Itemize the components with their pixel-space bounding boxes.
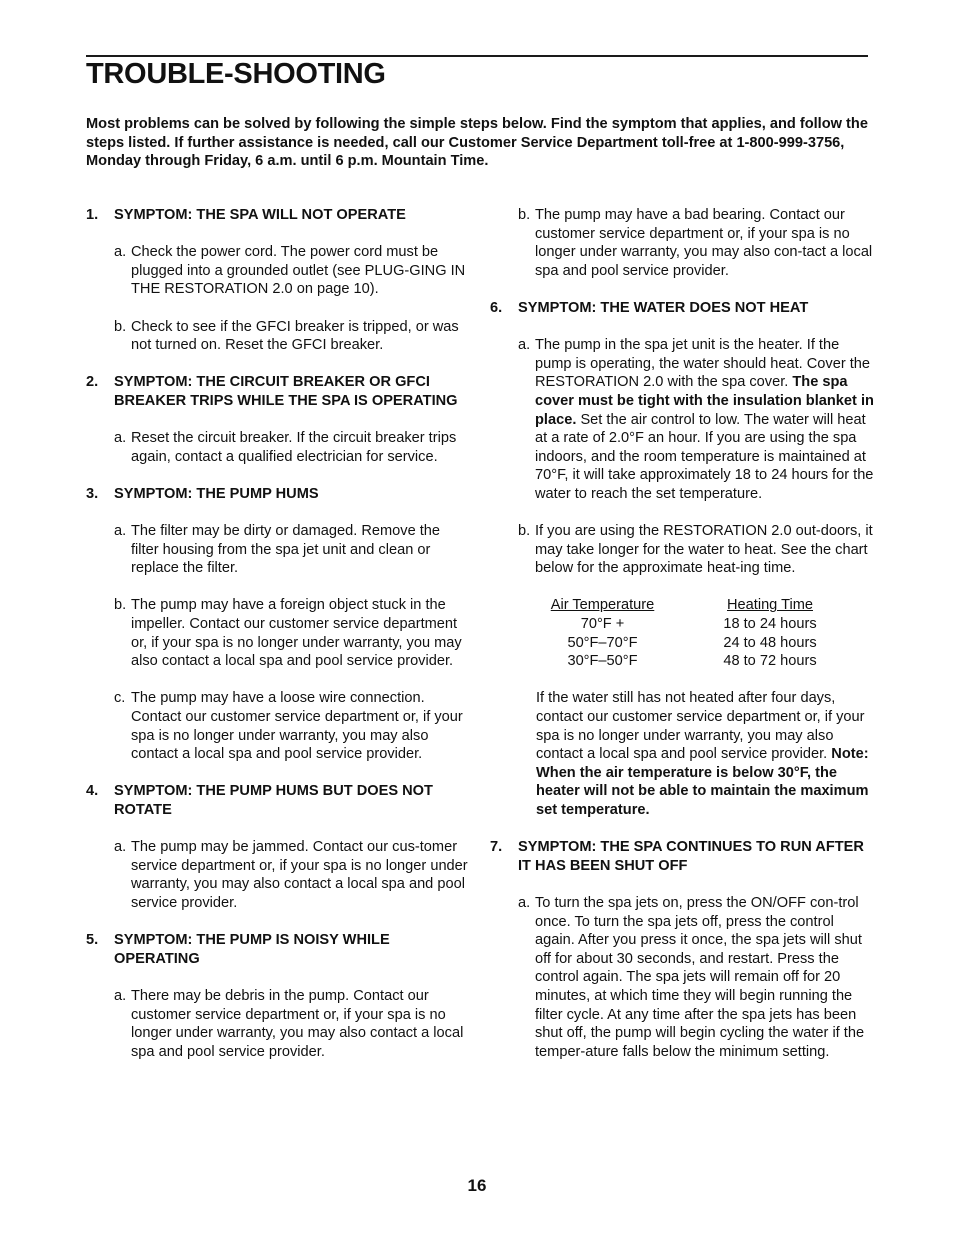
step-text: The pump in the spa jet unit is the heater. If the pump is operating, the water should heat. Cover the RESTORATION 2.0 with the spa cover. bbox=[535, 337, 871, 391]
symptom-6-heading bbox=[490, 299, 875, 318]
step-text: To turn the spa jets on, press the ON/OFF con-trol once. To turn the spa jets off, press the control again. After you press it once, the spa jets will shut off for about 30 seconds, and restart. Press the control again. The spa jets will remain off for 20 minutes, at which time they will begin running the filter cycle. At any time after the spa jets has been shut off, the pump will begin cycling the water if the temper-ature falls below the minimum setting. bbox=[535, 894, 865, 1060]
step-text: Check the power cord. The power cord must be plugged into a grounded outlet (see PLUG-GING IN THE RESTORATION 2.0 on page 10). bbox=[131, 244, 466, 298]
step-letter: a. bbox=[114, 523, 127, 540]
step-letter: a. bbox=[114, 839, 127, 856]
step-letter: a. bbox=[114, 430, 127, 447]
symptom-6-step-a bbox=[490, 336, 875, 503]
step-letter: a. bbox=[518, 894, 531, 911]
symptom-7-step-a bbox=[490, 894, 875, 1061]
symptom-title: SYMPTOM: THE WATER DOES NOT HEAT bbox=[518, 299, 809, 316]
table-cell: 30°F–50°F bbox=[567, 653, 638, 670]
header-air-temperature: Air Temperature bbox=[550, 597, 655, 614]
note-text: If the water still has not heated after four days, contact our customer service department or, if your spa is no longer under warranty, you may also contact a local spa and pool service provider. bbox=[536, 690, 865, 763]
step-letter: b. bbox=[114, 597, 127, 614]
table-row bbox=[530, 615, 865, 634]
symptom-5-step-a bbox=[86, 987, 471, 1061]
symptom-number: 5. bbox=[86, 932, 99, 949]
step-text: The pump may have a bad bearing. Contact our customer service department or, if your spa is no longer under warranty, you may also con-tact a local spa and pool service provider. bbox=[535, 207, 873, 279]
step-text: Reset the circuit breaker. If the circuit breaker trips again, contact a qualified electrician for service. bbox=[131, 430, 457, 465]
table-header-row bbox=[530, 596, 865, 615]
step-letter: b. bbox=[518, 207, 531, 223]
symptom-1-step-a bbox=[86, 243, 471, 299]
step-letter: b. bbox=[114, 318, 127, 335]
symptom-number: 7. bbox=[490, 839, 503, 856]
symptom-title: SYMPTOM: THE CIRCUIT BREAKER OR GFCI BREAKER TRIPS WHILE THE SPA IS OPERATING bbox=[114, 374, 458, 409]
step-text: Check to see if the GFCI breaker is tripped, or was not turned on. Reset the GFCI breaker. bbox=[131, 318, 459, 354]
note-emphasis: Note: When the air temperature is below 30°F, the heater will not be able to maintain the maximum set temperature. bbox=[536, 746, 869, 818]
right-column bbox=[490, 206, 875, 1061]
step-text: The pump may be jammed. Contact our cus-tomer service department or, if your spa is no longer under warranty, you may also contact a local spa and pool service provider. bbox=[131, 839, 468, 911]
step-text: The filter may be dirty or damaged. Remove the filter housing from the spa jet unit and clean or replace the filter. bbox=[131, 523, 441, 577]
table-cell: 70°F + bbox=[580, 616, 625, 633]
symptom-5-heading bbox=[86, 931, 471, 968]
symptom-title: SYMPTOM: THE PUMP HUMS bbox=[114, 485, 319, 502]
step-text: The pump may have a loose wire connection. Contact our customer service department or, if your spa is no longer under warranty, you may also contact a local spa and pool service provider. bbox=[131, 690, 463, 763]
symptom-3-heading bbox=[86, 485, 471, 504]
symptom-number: 2. bbox=[86, 374, 99, 391]
step-text-continued: Set the air control to low. The water will heat at a rate of 2.0°F an hour. If you are using the spa indoors, and the room temperature is maintained at 70°F, it will take approximately 18 to 24 hours for the water to reach the set temperature. bbox=[535, 411, 874, 502]
symptom-number: 4. bbox=[86, 783, 99, 800]
symptom-4-heading bbox=[86, 782, 471, 819]
symptom-number: 3. bbox=[86, 485, 99, 502]
symptom-3-step-b bbox=[86, 596, 471, 670]
symptom-5-step-b bbox=[490, 206, 875, 280]
table-cell: 48 to 72 hours bbox=[723, 653, 817, 670]
symptom-1-heading bbox=[86, 206, 471, 225]
symptom-1-step-b bbox=[86, 318, 471, 355]
table-row bbox=[530, 652, 865, 671]
symptom-title: SYMPTOM: THE SPA WILL NOT OPERATE bbox=[114, 207, 406, 223]
symptom-3-step-a bbox=[86, 522, 471, 578]
symptom-6-step-b bbox=[490, 522, 875, 578]
symptom-number: 6. bbox=[490, 299, 503, 316]
intro-paragraph: Most problems can be solved by following the simple steps below. Find the symptom that applies, and follow the steps listed. If further assistance is needed, call our Customer Service Department toll-free at 1-800-999-3756, Monday through Friday, 6 a.m. until 6 p.m. Mountain Time. bbox=[86, 116, 868, 170]
step-letter: a. bbox=[518, 337, 531, 354]
step-emphasis: The spa cover must be tight with the insulation blanket in place. bbox=[535, 374, 874, 428]
symptom-title: SYMPTOM: THE PUMP HUMS BUT DOES NOT ROTATE bbox=[114, 783, 433, 818]
page-title: TROUBLE-SHOOTING bbox=[86, 58, 386, 90]
table-cell: 50°F–70°F bbox=[567, 634, 638, 651]
step-text: If you are using the RESTORATION 2.0 out-doors, it may take longer for the water to heat. See the chart below for the approximate heat-ing time. bbox=[535, 523, 873, 577]
step-letter: b. bbox=[518, 523, 531, 540]
heating-time-table bbox=[530, 596, 865, 670]
symptom-title: SYMPTOM: THE PUMP IS NOISY WHILE OPERATING bbox=[114, 932, 390, 967]
table-row bbox=[530, 634, 865, 653]
symptom-number: 1. bbox=[86, 207, 99, 223]
step-text: The pump may have a foreign object stuck in the impeller. Contact our customer service department or, if your spa is no longer under warranty, you may also contact a local spa and pool service provider. bbox=[131, 597, 462, 670]
table-cell: 24 to 48 hours bbox=[723, 634, 817, 651]
symptom-7-heading bbox=[490, 838, 875, 875]
symptom-3-step-c bbox=[86, 689, 471, 763]
step-letter: a. bbox=[114, 987, 127, 1004]
symptom-title: SYMPTOM: THE SPA CONTINUES TO RUN AFTER IT HAS BEEN SHUT OFF bbox=[518, 839, 864, 874]
step-letter: c. bbox=[114, 690, 126, 707]
left-column bbox=[86, 206, 471, 1061]
header-heating-time: Heating Time bbox=[727, 597, 813, 614]
page-number: 16 bbox=[467, 1176, 487, 1195]
table-cell: 18 to 24 hours bbox=[723, 616, 817, 633]
symptom-4-step-a bbox=[86, 838, 471, 912]
symptom-2-step-a bbox=[86, 429, 471, 466]
symptom-2-heading bbox=[86, 373, 471, 410]
symptom-6-note bbox=[490, 689, 875, 819]
step-letter: a. bbox=[114, 244, 127, 261]
step-text: There may be debris in the pump. Contact our customer service department or, if your spa is no longer under warranty, you may also contact a local spa and pool service provider. bbox=[131, 987, 464, 1060]
